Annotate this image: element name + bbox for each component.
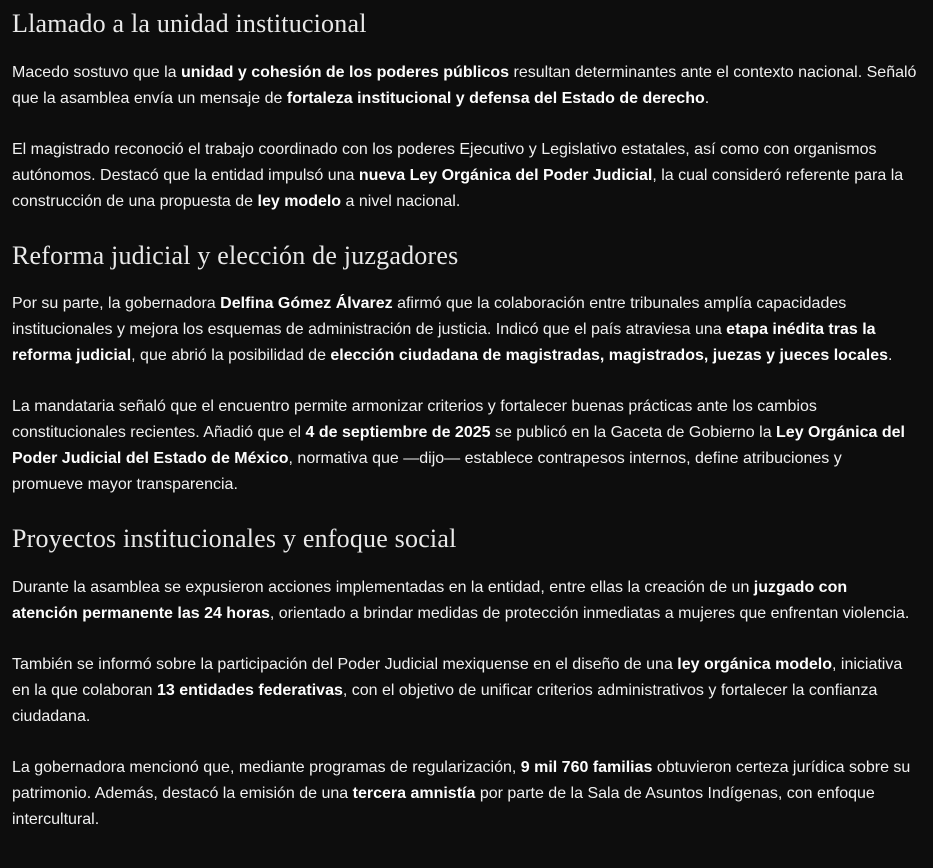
paragraph-text: por parte de la Sala de Asuntos Indígenas, con enfoque intercultural. [12, 784, 875, 828]
emphasis-text: nueva Ley Orgánica del Poder Judicial [358, 166, 653, 184]
article-paragraph [12, 60, 917, 112]
emphasis-text: fortaleza institucional y defensa del Estado de derecho [286, 89, 705, 107]
paragraph-text: resultan determinantes ante el contexto nacional. Señaló que la asamblea envía un mensaje de [12, 63, 917, 107]
emphasis-text: 9 mil 760 familias [520, 758, 653, 776]
article-paragraph [12, 575, 917, 627]
paragraph-text: , normativa que —dijo— establece contrapesos internos, define atribuciones y promueve mayor transparencia. [12, 450, 842, 493]
paragraph-text: . [887, 347, 893, 364]
emphasis-text: 4 de septiembre de 2025 [305, 424, 491, 441]
article-paragraph [12, 291, 917, 369]
section-heading: Llamado a la unidad institucional [12, 9, 367, 38]
emphasis-text: ley modelo [257, 192, 342, 210]
paragraph-text: se publicó en la Gaceta de Gobierno la [490, 424, 777, 441]
article-paragraph [12, 137, 917, 215]
article-paragraph [12, 755, 917, 833]
paragraph-text: Macedo sostuvo que la [12, 63, 181, 81]
article-paragraph [12, 652, 917, 730]
emphasis-text: tercera amnistía [352, 784, 476, 802]
paragraph-text: El magistrado reconoció el trabajo coordinado con los poderes Ejecutivo y Legislativo estatales, así como con organismos autónomos. Destacó que la entidad impulsó una [12, 140, 877, 184]
emphasis-text: juzgado con atención permanente las 24 horas [12, 578, 848, 622]
emphasis-text: elección ciudadana de magistradas, magistrados, juezas y jueces locales [330, 347, 888, 364]
emphasis-text: unidad y cohesión de los poderes públicos [181, 63, 510, 81]
paragraph-text: , iniciativa en la que colaboran [12, 655, 903, 699]
paragraph-text: La mandataria señaló que el encuentro permite armonizar criterios y fortalecer buenas prácticas ante los cambios constitucionales recientes. Añadió que el [12, 398, 817, 441]
paragraph-text: obtuvieron certeza jurídica sobre su patrimonio. Además, destacó la emisión de una [12, 758, 911, 802]
paragraph-text: La gobernadora mencionó que, mediante programas de regularización, [12, 758, 521, 776]
paragraph-text: , la cual consideró referente para la construcción de una propuesta de [12, 166, 904, 210]
paragraph-text: afirmó que la colaboración entre tribunales amplía capacidades institucionales y mejora los esquemas de administración de justicia. Indicó que el país atraviesa una [12, 295, 847, 338]
paragraph-text: , orientado a brindar medidas de protección inmediatas a mujeres que enfrentan violencia. [269, 604, 910, 622]
emphasis-text: Delfina Gómez Álvarez [220, 295, 393, 312]
emphasis-text: ley orgánica modelo [677, 655, 832, 673]
paragraph-text: Durante la asamblea se expusieron acciones implementadas en la entidad, entre ellas la creación de un [12, 578, 754, 596]
article-paragraph [12, 394, 917, 498]
section-heading: Proyectos institucionales y enfoque social [12, 524, 457, 553]
emphasis-text: Ley Orgánica del Poder Judicial del Estado de México [12, 424, 905, 467]
paragraph-text: a nivel nacional. [341, 192, 461, 210]
paragraph-text: , con el objetivo de unificar criterios administrativos y fortalecer la confianza ciudadana. [12, 681, 878, 725]
paragraph-text: También se informó sobre la participación del Poder Judicial mexiquense en el diseño de una [12, 655, 678, 673]
section-heading: Reforma judicial y elección de juzgadores [12, 240, 459, 270]
paragraph-text: . [704, 89, 710, 107]
emphasis-text: 13 entidades federativas [157, 681, 343, 699]
paragraph-text: Por su parte, la gobernadora [12, 295, 221, 312]
paragraph-text: , que abrió la posibilidad de [131, 347, 331, 364]
emphasis-text: etapa inédita tras la reforma judicial [12, 321, 876, 364]
